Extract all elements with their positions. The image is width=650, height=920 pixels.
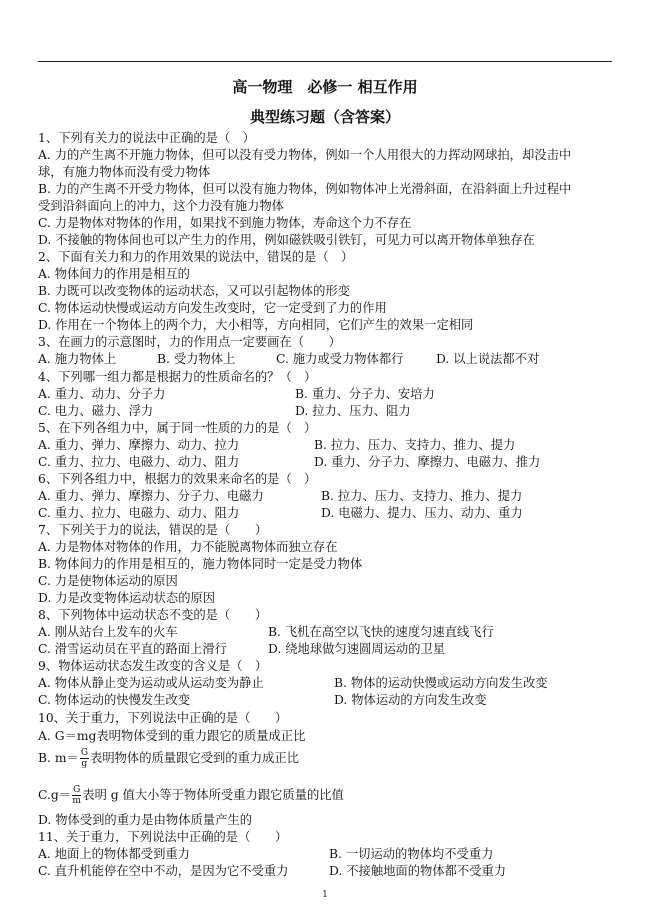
- q11-option-b: B. 一切运动的物体均不受重力: [329, 847, 494, 861]
- q9-stem: 9、物体运动状态发生改变的含义是（ ）: [38, 659, 268, 673]
- q2-option-a: A. 物体间力的作用是相互的: [38, 267, 190, 281]
- q7-stem: 7、下列关于力的说法，错误的是（ ）: [38, 523, 268, 537]
- q3-option-d: D. 以上说法都不对: [436, 352, 540, 366]
- q9-option-c: C. 物体运动的快慢发生改变: [38, 693, 191, 707]
- q6-stem: 6、下列各组力中，根据力的效果来命名的是（ ）: [38, 472, 317, 486]
- q5-option-d: D. 重力、分子力、摩擦力、电磁力、推力: [314, 455, 541, 469]
- q10-option-b-denominator: g: [81, 759, 88, 769]
- q2-option-b: B. 力既可以改变物体的运动状态，又可以引起物体的形变: [38, 284, 350, 298]
- q2-stem: 2、下面有关力和力的作用效果的说法中，错误的是（ ）: [38, 250, 354, 264]
- q4-option-b: B. 重力、分子力、安培力: [295, 387, 435, 401]
- q6-option-a: A. 重力、弹力、摩擦力、分子力、电磁力: [38, 489, 264, 503]
- q10-option-c-denominator: m: [72, 796, 81, 806]
- q3-option-a: A. 施力物体上: [38, 352, 117, 366]
- q10-option-b-prefix: B. m＝: [38, 751, 79, 765]
- q5-option-c: C. 重力、拉力、电磁力、动力、阻力: [38, 455, 240, 469]
- q1-option-b: B. 力的产生离不开受力物体，但可以没有施力物体，例如物体冲上光滑斜面，在沿斜面上升过程中: [38, 182, 572, 196]
- q10-option-a: A. G＝mg表明物体受到的重力跟它的质量成正比: [38, 729, 306, 743]
- q10-option-b-fraction: [80, 748, 89, 769]
- q10-stem: 10、关于重力，下列说法中正确的是（ ）: [38, 711, 288, 725]
- q10-option-c: [38, 785, 344, 806]
- q1-option-b-cont: 受到沿斜面向上的冲力，这个力没有施力物体: [38, 199, 284, 213]
- q7-option-b: B. 物体间力的作用是相互的，施力物体同时一定是受力物体: [38, 557, 363, 571]
- q11-option-d: D. 不接触地面的物体都不受重力: [329, 864, 507, 878]
- q5-stem: 5、在下列各组力中，属于同一性质的力的是（ ）: [38, 421, 317, 435]
- q2-option-c: C. 物体运动快慢或运动方向发生改变时，它一定受到了力的作用: [38, 301, 387, 315]
- q10-option-b-text: 表明物体的质量跟它受到的重力成正比: [90, 751, 300, 765]
- q8-option-c: C. 滑雪运动员在平直的路面上滑行: [38, 642, 227, 656]
- q6-option-d: D. 电磁力、提力、压力、动力、重力: [321, 506, 523, 520]
- q11-option-a: A. 地面上的物体都受到重力: [38, 847, 190, 861]
- q9-option-a: A. 物体从静止变为运动或从运动变为静止: [38, 676, 264, 690]
- q7-option-a: A. 力是物体对物体的作用，力不能脱离物体而独立存在: [38, 540, 338, 554]
- q9-option-b: B. 物体的运动快慢或运动方向发生改变: [334, 676, 548, 690]
- q1-option-a: A. 力的产生离不开施力物体，但可以没有受力物体，例如一个人用很大的力挥动网球拍，却没击中: [38, 148, 572, 162]
- q1-stem: 1、下列有关力的说法中正确的是（ ）: [38, 131, 255, 145]
- q3-option-c: C. 施力或受力物体都行: [276, 352, 404, 366]
- q10-option-c-text: 表明 g 值大小等于物体所受重力跟它质量的比值: [82, 788, 344, 802]
- q10-option-c-fraction: [72, 785, 81, 806]
- q9-option-d: D. 物体运动的方向发生改变: [334, 693, 487, 707]
- q8-stem: 8、下列物体中运动状态不变的是（ ）: [38, 608, 268, 622]
- header-rule: [38, 61, 612, 62]
- q3-stem: 3、在画力的示意图时，力的作用点一定要画在（ ）: [38, 335, 341, 349]
- q2-option-d: D. 作用在一个物体上的两个力，大小相等，方向相同，它们产生的效果一定相同: [38, 318, 474, 332]
- q5-option-b: B. 拉力、压力、支持力、推力、提力: [314, 438, 516, 452]
- q6-option-b: B. 拉力、压力、支持力、推力、提力: [321, 489, 523, 503]
- q10-option-b-numerator: G: [80, 748, 89, 758]
- q5-option-a: A. 重力、弹力、摩擦力、动力、拉力: [38, 438, 240, 452]
- q10-option-d: D. 物体受到的重力是由物体质量产生的: [38, 813, 252, 827]
- q6-option-c: C. 重力、拉力、电磁力、动力、阻力: [38, 506, 240, 520]
- q1-option-d: D. 不接触的物体间也可以产生力的作用，例如磁铁吸引铁钉，可见力可以离开物体单独存在: [38, 233, 535, 247]
- q7-option-d: D. 力是改变物体运动状态的原因: [38, 591, 216, 605]
- q1-option-c: C. 力是物体对物体的作用，如果找不到施力物体，寿命这个力不存在: [38, 216, 412, 230]
- q7-option-c: C. 力是使物体运动的原因: [38, 574, 178, 588]
- q10-option-b: [38, 748, 299, 769]
- q10-option-c-numerator: G: [73, 785, 81, 795]
- q4-option-d: D. 拉力、压力、阻力: [295, 404, 411, 418]
- page-subtitle: 典型练习题（含答案）: [249, 108, 400, 126]
- q11-option-c: C. 直升机能停在空中不动，是因为它不受重力: [38, 864, 289, 878]
- q8-option-b: B. 飞机在高空以飞快的速度匀速直线飞行: [268, 625, 494, 639]
- q8-option-a: A. 刚从站台上发车的火车: [38, 625, 178, 639]
- q1-option-a-cont: 球，有施力物体而没有受力物体: [38, 165, 211, 179]
- q4-option-c: C. 电力、磁力、浮力: [38, 404, 154, 418]
- page-number: 1: [322, 890, 328, 900]
- q11-stem: 11、关于重力，下列说法中正确的是（ ）: [38, 830, 288, 844]
- q10-option-c-prefix: C.g＝: [38, 788, 72, 802]
- q3-option-b: B. 受力物体上: [157, 352, 236, 366]
- q4-option-a: A. 重力、动力、分子力: [38, 387, 166, 401]
- page-title: 高一物理 必修一 相互作用: [232, 78, 418, 96]
- q4-stem: 4、下列哪一组力都是根据力的性质命名的？（ ）: [38, 370, 317, 384]
- q8-option-d: D. 绕地球做匀速圆周运动的卫星: [268, 642, 446, 656]
